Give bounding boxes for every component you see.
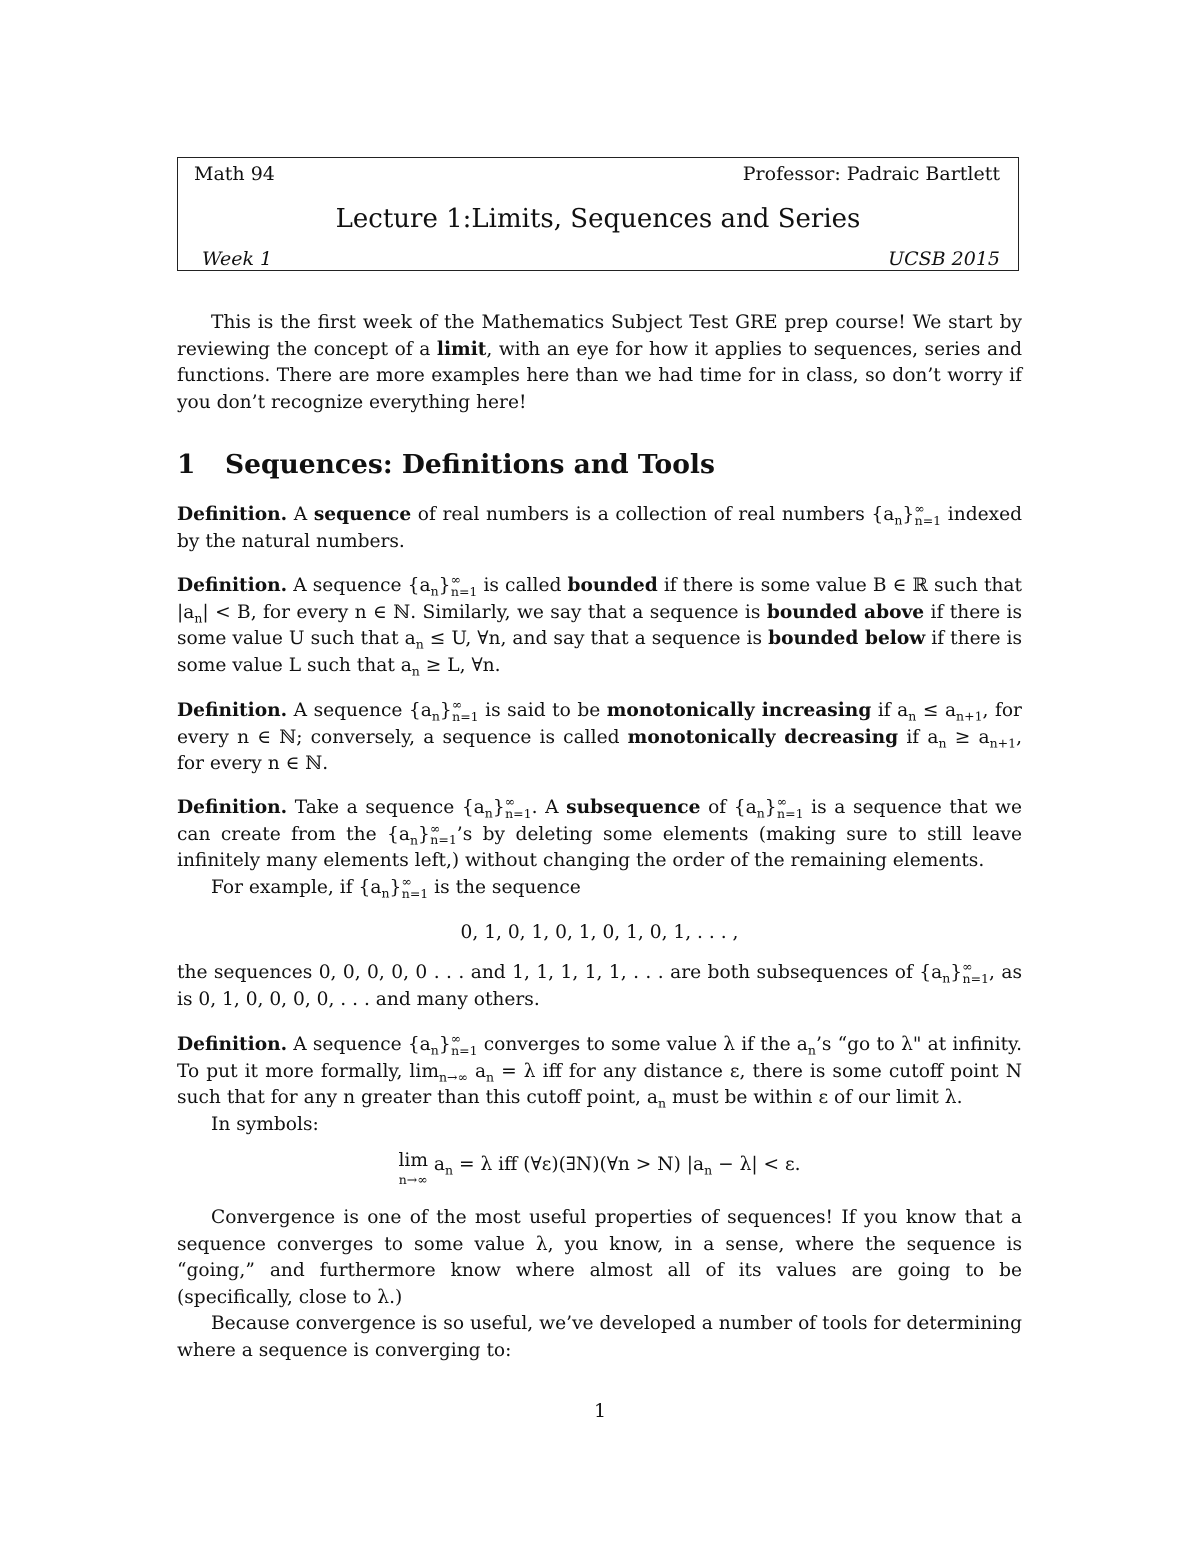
sequence-notation: $\{a_n\}^\infty_{n=1}$ xyxy=(871,500,942,528)
definition-monotonic: Definition. A sequence $\{a_n\}^\infty_{n=1}$ is said to be monotonically increasing if $a_n \le a_{n+1}$, for every n ∈ ℕ; conversely, a sequence is called monotonically decreasing if $a_n \ge a_{n+1}$, for every n ∈ ℕ. xyxy=(177,696,1022,775)
keyword-converges: converges xyxy=(483,1034,581,1055)
keyword-bounded-above: bounded above xyxy=(766,601,925,623)
sequence-notation: $\{a_n\}^\infty_{n=1}$ xyxy=(407,1030,478,1058)
lecture-header-box xyxy=(177,157,1019,271)
keyword-bounded: bounded xyxy=(567,575,658,596)
term-label: UCSB 2015 xyxy=(888,248,1000,270)
sequence-notation: $\{a_n\}^\infty_{n=1}$ xyxy=(358,873,429,901)
keyword-subsequence: subsequence xyxy=(566,797,701,818)
keyword-bounded-below: bounded below xyxy=(768,628,926,650)
keyword-limit: limit xyxy=(436,338,487,360)
definition-bounded: Definition. A sequence $\{a_n\}^\infty_{n=1}$ is called bounded if there is some value B ∈ ℝ such that $|a_n| < B$, for every n ∈ ℕ. Similarly, we say that a sequence is bounded above if there is some value U such that $a_n \le U$, ∀n, and say that a sequence is bounded below if there is some value L such that $a_n \ge L$, ∀n. xyxy=(177,571,1022,679)
convergence-paragraph: Convergence is one of the most useful properties of sequences! If you know that a sequence converges to some value λ, you know, in a sense, where the sequence is “going,” and furthermore know where almost all of its values are going to be (specifically, close to λ.) xyxy=(177,1207,1022,1308)
in-symbols-label: In symbols: xyxy=(211,1113,319,1135)
definition-label: Definition. xyxy=(177,504,288,525)
subsequence-examples: the sequences 0, 0, 0, 0, 0 . . . and 1, 1, 1, 1, 1, . . . are both subsequences of $\{a_n\}^\infty_{n=1}$, as is 0, 1, 0, 0, 0, 0, . . . and many others. xyxy=(177,958,1022,1010)
section-number: 1 xyxy=(177,449,196,480)
keyword-monotonically-increasing: monotonically increasing xyxy=(606,700,872,721)
limit-definition-display: lim n→∞ $a_n = \lambda$ iff (∀ε)(∃N)(∀n > N) $|a_n - \lambda| < \varepsilon$. xyxy=(398,1150,801,1187)
keyword-monotonically-decreasing: monotonically decreasing xyxy=(627,726,899,748)
section-title: Sequences: Definitions and Tools xyxy=(225,449,715,480)
week-label: Week 1 xyxy=(202,248,273,270)
definition-label: Definition. xyxy=(177,797,288,818)
definition-label: Definition. xyxy=(177,1034,288,1055)
lecture-title: Lecture 1:Limits, Sequences and Series xyxy=(335,204,861,234)
professor-name: Professor: Padraic Bartlett xyxy=(742,163,1000,185)
definition-convergence: Definition. A sequence $\{a_n\}^\infty_{n=1}$ converges to some value λ if the $a_n’s$ “go to λ" at infinity. To put it more formally, $\lim_{n\to\infty} a_n = \lambda$ iff for any distance ε, there is some cutoff point N such that for any n greater than this cutoff point, $a_n$ must be within ε of our limit λ. In symbols: xyxy=(177,1032,1022,1138)
definition-sequence: Definition. A sequence of real numbers is a collection of real numbers $\{a_n\}^\infty_{n=1}$ indexed by the natural numbers. xyxy=(177,500,1022,552)
definition-label: Definition. xyxy=(177,575,288,596)
course-name: Math 94 xyxy=(194,163,275,185)
limit-operator: lim n→∞ xyxy=(398,1150,428,1187)
example-sequence-display: 0, 1, 0, 1, 0, 1, 0, 1, 0, 1, . . . , xyxy=(460,922,739,943)
sequence-notation: $\{a_n\}^\infty_{n=1}$ xyxy=(461,793,532,821)
sequence-notation: $\{a_n\}^\infty_{n=1}$ xyxy=(408,696,479,724)
intro-paragraph: This is the first week of the Mathematics Subject Test GRE prep course! We start by reviewing the concept of a limit, with an eye for how it applies to sequences, series and functions. There are more examples here than we had time for in class, so don’t worry if you don’t recognize everything here! xyxy=(177,312,1022,413)
sequence-notation: $\{a_n\}^\infty_{n=1}$ xyxy=(387,820,457,848)
definition-subsequence: Definition. Take a sequence $\{a_n\}^\infty_{n=1}$. A subsequence of $\{a_n\}^\infty_{n=1}$ is a sequence that we can create from the $\{a_n\}^\infty_{n=1}’s$ by deleting some elements (making sure to still leave infinitely many elements left,) without changing the order of the remaining elements. For example, if $\{a_n\}^\infty_{n=1}$ is the sequence xyxy=(177,793,1022,901)
sequence-notation: $\{a_n\}^\infty_{n=1}$ xyxy=(919,958,990,986)
sequence-notation: $\{a_n\}^\infty_{n=1}$ xyxy=(733,793,804,821)
definition-label: Definition. xyxy=(177,700,288,721)
sequence-notation: $\{a_n\}^\infty_{n=1}$ xyxy=(407,571,478,599)
keyword-sequence: sequence xyxy=(313,504,412,525)
example-intro: For example, if $\{a_n\}^\infty_{n=1}$ is the sequence xyxy=(211,873,581,901)
page-number: 1 xyxy=(593,1400,607,1422)
section-heading xyxy=(177,449,715,480)
tools-paragraph: Because convergence is so useful, we’ve developed a number of tools for determining where a sequence is converging to: xyxy=(177,1313,1022,1361)
